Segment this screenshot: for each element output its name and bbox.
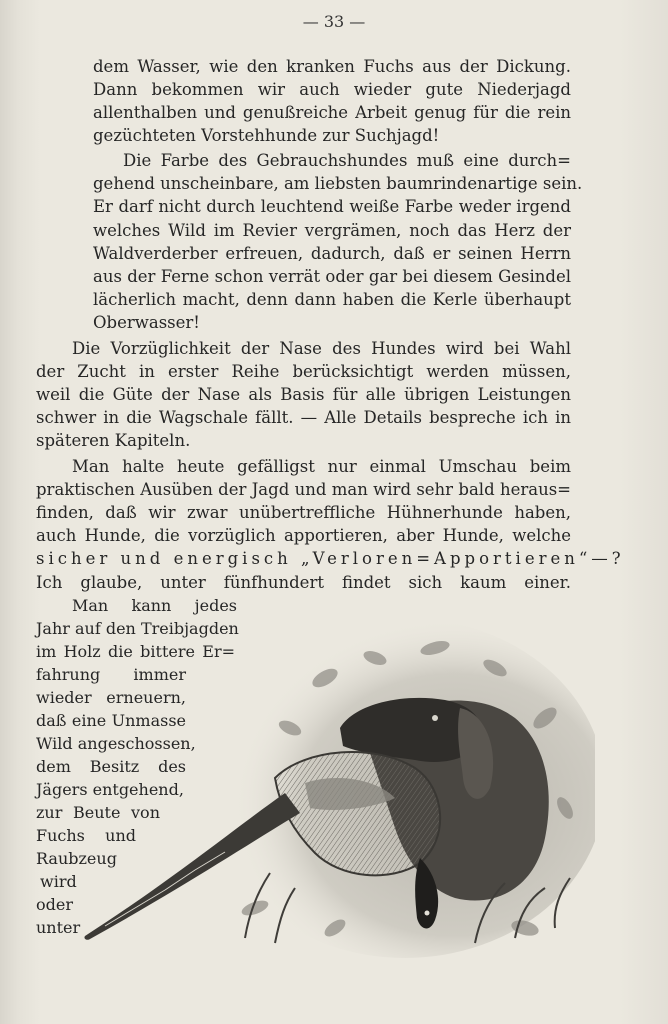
text-line: späteren Kapiteln. [36,431,191,450]
side-text-line: Jahr auf den Treibjagden [36,619,239,638]
text-line: Ich glaube, unter fünfhundert findet sich kaum einer. [36,573,571,592]
side-text-line: wird [40,872,77,891]
pheasant-eye [425,911,430,916]
text-line: Man halte heute gefälligst nur einmal Umschau beim [72,457,571,476]
side-text-line: unter [36,918,81,937]
text-line: Waldverderber erfreuen, dadurch, daß er seinen Herrn [93,244,571,263]
text-line: Die Farbe des Gebrauchshundes muß eine durch= [123,151,571,170]
text-line: praktischen Ausüben der Jagd und man wird sehr bald heraus= [36,480,571,499]
text-line: Die Vorzüglichkeit der Nase des Hundes wird bei Wahl [72,339,571,358]
dog-eye [432,715,438,721]
side-text-line: zur Beute von [36,803,160,822]
text-line: weil die Güte der Nase als Basis für alle übrigen Leistungen [36,385,571,404]
text-line: aus der Ferne schon verrät oder gar bei diesem Gesindel [93,267,571,286]
text-line: dem Wasser, wie den kranken Fuchs aus der Dickung. [93,57,571,76]
text-line: der Zucht in erster Reihe berücksichtigt werden müssen, [36,362,571,381]
dog-with-pheasant-illustration [75,608,595,968]
page-number: — 33 — [302,12,366,31]
text-line: lächerlich macht, denn dann haben die Kerle überhaupt [93,290,571,309]
text-line: gehend unscheinbare, am liebsten baumrindenartige sein. [93,174,583,193]
side-text-line: Raubzeug [36,849,117,868]
text-line: allenthalben und genußreiche Arbeit genug für die rein [93,103,571,122]
text-line: Er darf nicht durch leuchtend weiße Farbe weder irgend [93,197,571,216]
side-text-line: Man kann jedes [72,596,237,615]
text-line: Dann bekommen wir auch wieder gute Niederjagd [93,80,571,99]
side-text-line: fahrung immer [36,665,186,684]
side-text-line: Wild angeschossen, [36,734,196,753]
text-line: welches Wild im Revier vergrämen, noch das Herz der [93,221,571,240]
text-line: finden, daß wir zwar unübertreffliche Hühnerhunde haben, [36,503,571,522]
side-text-line: Fuchs und [36,826,136,845]
side-text-line: im Holz die bittere Er= [36,642,235,661]
text-line: Oberwasser! [93,313,200,332]
text-line: schwer in die Wagschale fällt. — Alle Details bespreche ich in [36,408,571,427]
text-line: auch Hunde, die vorzüglich apportieren, aber Hunde, welche [36,526,571,545]
text-line: sicher und energisch „Verloren=Apportieren“—? [36,549,625,568]
side-text-line: daß eine Unmasse [36,711,186,730]
side-text-line: Jägers entgehend, [36,780,184,799]
side-text-line: wieder erneuern, [36,688,186,707]
side-text-line: oder [36,895,73,914]
text-line: gezüchteten Vorstehhunde zur Suchjagd! [93,126,440,145]
side-text-line: dem Besitz des [36,757,186,776]
